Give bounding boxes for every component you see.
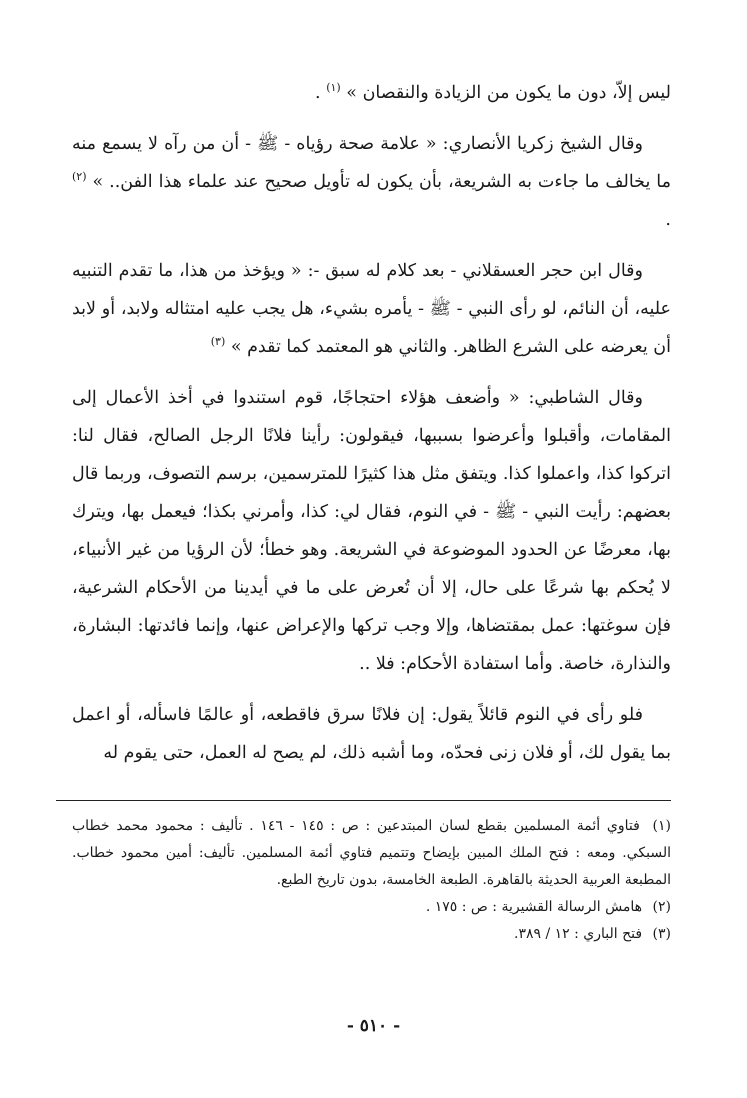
paragraph-3-text: وقال ابن حجر العسقلاني - بعد كلام له سبق -: « ويؤخذ من هذا، ما تقدم التنبيه عليه، أن النائم، لو رأى النبي - ﷺ - يأمره بشيء، هل يجب عليه امتثاله ولابد، أو لابد أن يعرضه على الشرع الظاهر. والثاني هو المعتمد كما تقدم » — [72, 261, 671, 357]
paragraph-2 — [72, 125, 671, 239]
footnote-3 — [72, 921, 671, 948]
footnote-ref-3: (٣) — [210, 335, 226, 349]
footnote-3-text: فتح الباري : ١٢ / ٣٨٩. — [514, 926, 643, 942]
footnote-ref-2: (٢) — [72, 170, 87, 184]
paragraph-2-text: وقال الشيخ زكريا الأنصاري: « علامة صحة رؤياه - ﷺ - أن من رآه لا يسمع منه ما يخالف ما جاءت به الشريعة، بأن يكون له تأويل صحيح عند علماء هذا الفن.. » — [72, 134, 671, 192]
main-text — [72, 74, 671, 772]
footnote-separator — [56, 800, 671, 801]
footnote-1-number: (١) — [652, 818, 671, 834]
paragraph-5-text: فلو رأى في النوم قائلاً يقول: إن فلانًا سرق فاقطعه، أو عالمًا فاسأله، أو اعمل بما يقول لك، أو فلان زنى فحدّه، وما أشبه ذلك، لم يصح له العمل، حتى يقوم له — [72, 705, 671, 763]
paragraph-5 — [72, 696, 671, 772]
footnote-2 — [72, 894, 671, 921]
paragraph-1-text: ليس إلاّ، دون ما يكون من الزيادة والنقصان » — [346, 83, 671, 103]
paragraph-1-tail: . — [315, 83, 321, 103]
footnotes — [72, 813, 671, 948]
paragraph-2-tail: . — [665, 210, 671, 230]
footnote-2-text: هامش الرسالة القشيرية : ص : ١٧٥ . — [425, 899, 643, 915]
paragraph-4-text: وقال الشاطبي: « وأضعف هؤلاء احتجاجًا، قوم استندوا في أخذ الأعمال إلى المقامات، وأقبلوا وأعرضوا بسببها، فيقولون: رأينا فلانًا الرجل الصالح، فقال لنا: اتركوا كذا، واعملوا كذا. ويتفق مثل هذا كثيرًا للمترسمين، برسم التصوف، وربما قال بعضهم: رأيت النبي - ﷺ - في النوم، فقال لي: كذا، وأمرني بكذا؛ فيعمل بها، ويترك بها، معرضًا عن الحدود الموضوعة في الشريعة. وهو خطأ؛ لأن الرؤيا من غير الأنبياء، لا يُحكم بها شرعًا على حال، إلا أن تُعرض على ما في أيدينا من الأحكام الشرعية، فإن سوغتها: عمل بمقتضاها، وإلا وجب تركها والإعراض عنها، وإنما فائدتها: البشارة، والنذارة، خاصة. وأما استفادة الأحكام: فلا .. — [72, 388, 671, 674]
footnote-3-number: (٣) — [652, 926, 671, 942]
page-number: - ٥١٠ - — [346, 1016, 401, 1036]
footnote-1-text: فتاوي أئمة المسلمين بقطع لسان المبتدعين : ص : ١٤٥ - ١٤٦ . تأليف : محمود محمد خطاب السبكي. ومعه : فتح الملك المبين بإيضاح وتتميم فتاوي أئمة المسلمين. تأليف: أمين محمود خطاب. المطبعة العربية الحديثة بالقاهرة. الطبعة الخامسة، بدون تاريخ الطبع. — [72, 818, 671, 888]
paragraph-1 — [72, 74, 671, 112]
paragraph-3 — [72, 252, 671, 366]
footnote-2-number: (٢) — [652, 899, 671, 915]
paragraph-4 — [72, 379, 671, 683]
footnote-1 — [72, 813, 671, 894]
footnote-ref-1: (١) — [326, 81, 341, 95]
